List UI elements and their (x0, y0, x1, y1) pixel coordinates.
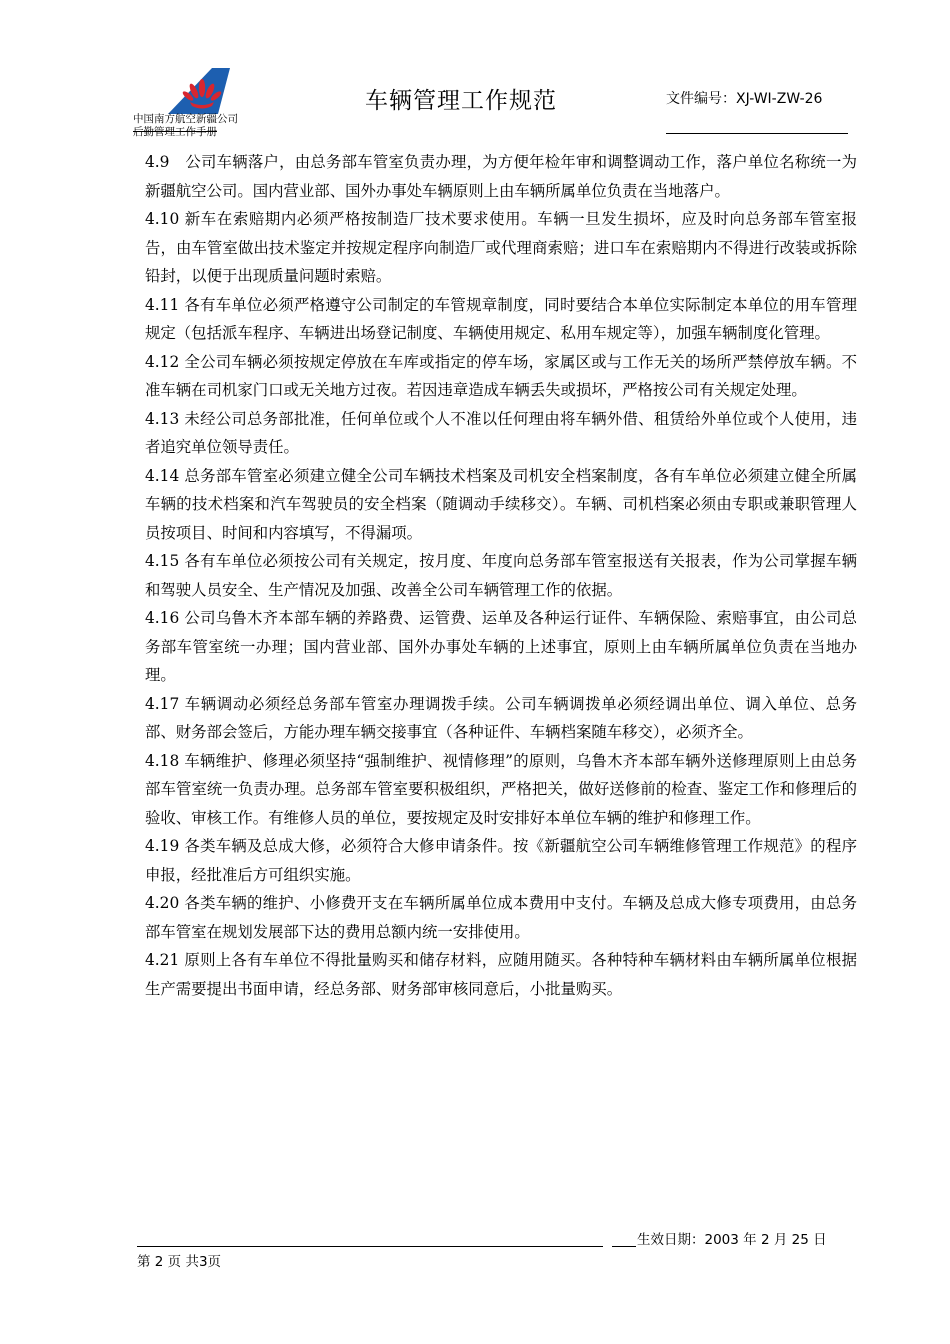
page-number: 第 2 页 共3页 (137, 1254, 222, 1270)
org-line-manual: 后勤管理工作手册 (133, 126, 217, 138)
footer-rule-short (612, 1246, 636, 1247)
clause-4-19: 4.19 各类车辆及总成大修，必须符合大修申请条件。按《新疆航空公司车辆维修管理工作规范》的程序申报，经批准后方可组织实施。 (145, 837, 857, 884)
clause-4-9: 4.9 公司车辆落户，由总务部车管室负责办理，为方便年检年审和调整调动工作，落户单位名称统一为新疆航空公司。国内营业部、国外办事处车辆原则上由车辆所属单位负责在当地落户。 (145, 153, 857, 200)
clause-4-21: 4.21 原则上各有车单位不得批量购买和储存材料，应随用随买。各种特种车辆材料由车辆所属单位根据生产需要提出书面申请，经总务部、财务部审核同意后，小批量购买。 (145, 951, 857, 998)
clause-4-18: 4.18 车辆维护、修理必须坚持“强制维护、视情修理”的原则，乌鲁木齐本部车辆外送修理原则上由总务部车管室统一负责办理。总务部车管室要积极组织，严格把关，做好送修前的检查、鉴定工作和修理后的验收、审核工作。有维修人员的单位，要按规定及时安排好本单位车辆的维护和修理工作。 (145, 751, 857, 827)
page-header (0, 0, 950, 150)
effective-date: 生效日期：2003 年 2 月 25 日 (637, 1232, 827, 1248)
china-southern-logo (160, 64, 232, 114)
document-body (145, 148, 857, 1003)
clause-4-17: 4.17 车辆调动必须经总务部车管室办理调拨手续。公司车辆调拨单必须经调出单位、调入单位、总务部、财务部会签后，方能办理车辆交接事宜（各种证件、车辆档案随车移交），必须齐全。 (145, 694, 857, 741)
clause-4-10: 4.10 新车在索赔期内必须严格按制造厂技术要求使用。车辆一旦发生损坏，应及时向总务部车管室报告，由车管室做出技术鉴定并按规定程序向制造厂或代理商索赔；进口车在索赔期内不得进行改装或拆除铅封，以便于出现质量问题时索赔。 (145, 210, 857, 285)
document-code: 文件编号：XJ-WI-ZW-26 (666, 91, 823, 107)
header-rule (666, 133, 848, 134)
clause-4-20: 4.20 各类车辆的维护、小修费开支在车辆所属单位成本费用中支付。车辆及总成大修专项费用，由总务部车管室在规划发展部下达的费用总额内统一安排使用。 (145, 894, 857, 941)
clause-4-13: 4.13 未经公司总务部批准，任何单位或个人不准以任何理由将车辆外借、租赁给外单位或个人使用，违者追究单位领导责任。 (145, 409, 857, 456)
clause-4-15: 4.15 各有车单位必须按公司有关规定，按月度、年度向总务部车管室报送有关报表，作为公司掌握车辆和驾驶人员安全、生产情况及加强、改善全公司车辆管理工作的依据。 (145, 552, 857, 599)
footer-rule (137, 1246, 603, 1247)
clause-4-16: 4.16 公司乌鲁木齐本部车辆的养路费、运管费、运单及各种运行证件、车辆保险、索赔事宜，由公司总务部车管室统一办理；国内营业部、国外办事处车辆的上述事宜，原则上由车辆所属单位负责在当地办理。 (145, 609, 857, 684)
clause-4-12: 4.12 全公司车辆必须按规定停放在车库或指定的停车场，家属区或与工作无关的场所严禁停放车辆。不准车辆在司机家门口或无关地方过夜。若因违章造成车辆丢失或损坏，严格按公司有关规定处理。 (145, 352, 857, 399)
document-title: 车辆管理工作规范 (365, 88, 557, 114)
page-footer (0, 1222, 950, 1282)
clause-4-11: 4.11 各有车单位必须严格遵守公司制定的车管规章制度，同时要结合本单位实际制定本单位的用车管理规定（包括派车程序、车辆进出场登记制度、车辆使用规定、私用车规定等），加强车辆制度化管理。 (145, 295, 857, 342)
organization-name (133, 113, 238, 139)
org-line-company: 中国南方航空新疆公司 (133, 113, 238, 125)
clause-4-14: 4.14 总务部车管室必须建立健全公司车辆技术档案及司机安全档案制度，各有车单位必须建立健全所属车辆的技术档案和汽车驾驶员的安全档案（随调动手续移交）。车辆、司机档案必须由专职或兼职管理人员按项目、时间和内容填写，不得漏项。 (145, 466, 857, 542)
